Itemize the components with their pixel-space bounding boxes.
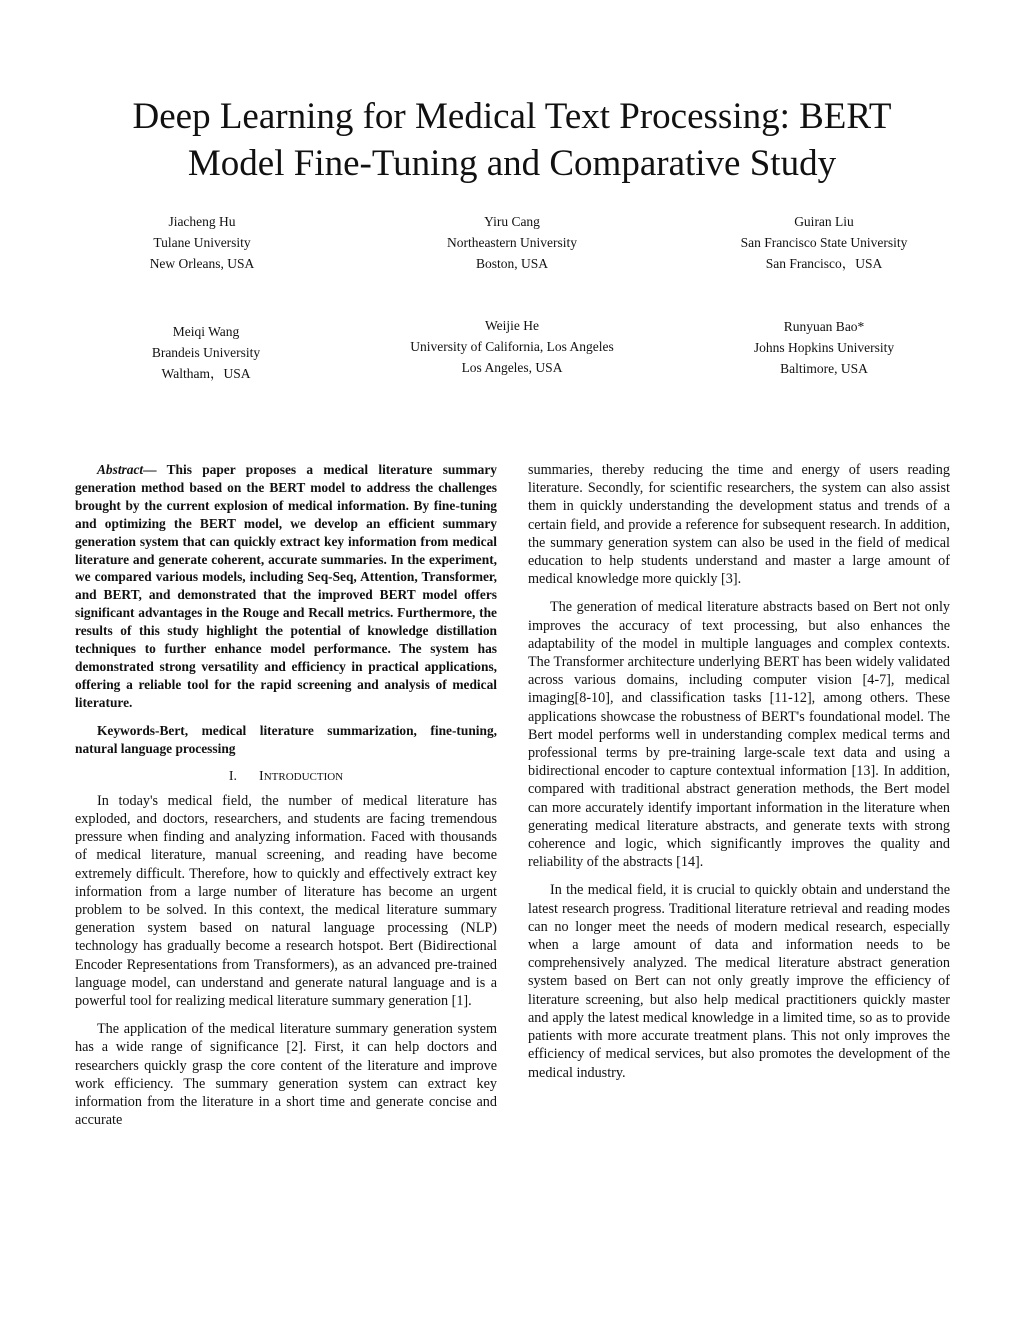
section-heading bbox=[75, 768, 497, 786]
author-name: Meiqi Wang bbox=[172, 324, 240, 339]
section-number: I. bbox=[228, 768, 238, 784]
author-affiliation: Northeastern University bbox=[446, 235, 578, 250]
author-name: Yiru Cang bbox=[484, 214, 540, 229]
right-column bbox=[528, 461, 950, 1092]
author-block bbox=[62, 211, 342, 274]
abstract-text: This paper proposes a medical literature summary generation method based on the BERT model to address the challenges brought by the current explosion of medical information. By fine-tuning and optimizing the BERT model, we develop an efficient summary generation system that can quickly extract key information from medical literature and generate coherent, accurate summaries. In the experiment, we compared various models, including Seq-Seq, Attention, Transformer, and BERT, and demonstrated that the improved BERT model offers significant advantages in the Rouge and Recall metrics. Furthermore, the results of this study highlight the potential of knowledge distillation techniques to further enhance model performance. The system has demonstrated strong versatility and efficiency in practical applications, offering a reliable tool for the rapid screening and analysis of medical literature. bbox=[75, 462, 497, 710]
author-location: New Orleans, USA bbox=[149, 256, 255, 271]
author-name: Runyuan Bao* bbox=[783, 319, 865, 334]
section-title-rest: NTRODUCTION bbox=[263, 770, 344, 783]
abstract bbox=[75, 461, 497, 712]
author-block bbox=[372, 315, 652, 378]
abstract-dash: — bbox=[143, 462, 157, 477]
author-name: Weijie He bbox=[484, 318, 539, 333]
author-name: Jiacheng Hu bbox=[168, 214, 236, 229]
paper-title-line-1: Deep Learning for Medical Text Processing: BERT bbox=[132, 96, 892, 137]
paragraph: The application of the medical literature summary generation system has a wide range of significance [2]. First, it can help doctors and researchers quickly grasp the core content of the literature and improve work efficiency. The summary generation system can extract key information from the literature in a short time and generate concise and accurate bbox=[75, 1021, 497, 1129]
author-location: Los Angeles, USA bbox=[461, 360, 563, 375]
author-block bbox=[66, 321, 346, 384]
section-title-initial: I bbox=[259, 768, 264, 784]
paper-title bbox=[60, 93, 964, 187]
author-affiliation: Brandeis University bbox=[151, 345, 261, 360]
paragraph: The generation of medical literature abstracts based on Bert not only improves the accuracy of text processing, but also enhances the adaptability of the model in multiple languages and complex contexts. The Transformer architecture underlying BERT has been widely validated across various domains, including computer vision [4-7], medical imaging[8-10], and classification tasks [11-12], among others. These applications showcase the robustness of BERT's foundational model. The Bert model performs well in understanding complex medical terms and professional terms by pre-training large-scale text data and using a bidirectional encoder to capture contextual information [13]. In addition, compared with traditional abstract generation methods, the Bert model can more accurately identify important information in the literature when generating medical literature abstracts, and generate texts with strong coherence and logic, which significantly improves the quality and reliability of the abstracts [14]. bbox=[528, 599, 950, 871]
author-block bbox=[372, 211, 652, 274]
author-block bbox=[684, 211, 964, 274]
author-name: Guiran Liu bbox=[794, 214, 854, 229]
paragraph: In the medical field, it is crucial to quickly obtain and understand the latest research progress. Traditional literature retrieval and reading modes can no longer meet the needs of modern medical research, especially when a large amount of data and information needs to be comprehensively analyzed. The medical literature abstract generation system based on Bert can not only greatly improve the efficiency of literature screening, but also help medical practitioners quickly master and apply the latest medical knowledge in a limited time, so as to provide patients with more accurate treatment plans. This not only improves the efficiency of medical services, but also promotes the development of the medical industry. bbox=[528, 882, 950, 1081]
author-block bbox=[684, 316, 964, 379]
abstract-label: Abstract bbox=[97, 462, 144, 477]
author-location: San Francisco，USA bbox=[765, 256, 883, 271]
author-location: Boston, USA bbox=[475, 256, 548, 271]
author-location: Waltham，USA bbox=[161, 366, 251, 381]
paragraph: summaries, thereby reducing the time and energy of users reading literature. Secondly, for scientific researchers, the system can also assist them in quickly understanding the development status and trends of a certain field, and provide a reference for subsequent research. In addition, the summary generation system can also be used in the field of medical education to help students understand and master a large amount of medical knowledge more quickly [3]. bbox=[528, 462, 950, 588]
author-affiliation: University of California, Los Angeles bbox=[410, 339, 614, 354]
paragraph: In today's medical field, the number of medical literature has exploded, and doctors, researchers, and students are facing tremendous pressure when finding and analyzing information. Faced with thousands of medical literature, manual screening, and reading have become extremely difficult. Therefore, how to quickly and effectively extract key information from a large number of literature has become an urgent problem to be solved. In this context, the medical literature summary generation system based on natural language processing (NLP) technology has gradually become a research hotspot. Bert (Bidirectional Encoder Representations from Transformers), as an advanced pre-trained language model, can understand and generate natural language and is a powerful tool for realizing medical literature summary generation [1]. bbox=[75, 792, 497, 1009]
paper-title-line-2: Model Fine-Tuning and Comparative Study bbox=[187, 143, 837, 184]
author-affiliation: San Francisco State University bbox=[740, 235, 908, 250]
author-affiliation: Johns Hopkins University bbox=[753, 340, 895, 355]
author-affiliation: Tulane University bbox=[153, 235, 251, 250]
author-location: Baltimore, USA bbox=[780, 361, 868, 376]
left-column bbox=[75, 461, 497, 1139]
keywords: Keywords-Bert, medical literature summarization, fine-tuning, natural language processing bbox=[75, 722, 497, 756]
